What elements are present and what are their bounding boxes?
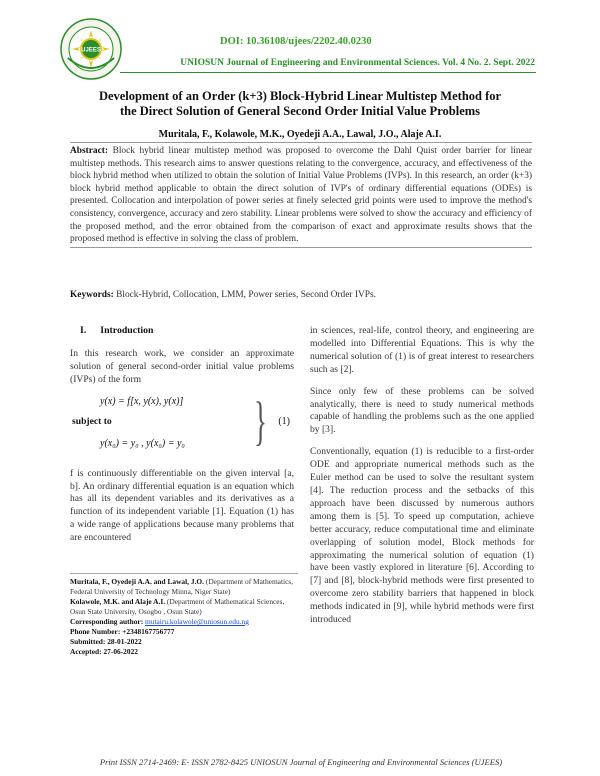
abstract <box>70 142 532 248</box>
affiliations <box>70 573 298 657</box>
intro-paragraph-2: f is continuously differentiable on the given interval [a, b]. An ordinary differential equation is an equation which has all its dependent variables and its derivatives as a function of its independent variable [1]. Equation (1) has a wide range of applications because many problems that are encountered <box>70 467 294 544</box>
section-title: Introduction <box>100 325 154 336</box>
accepted-value: 27-06-2022 <box>103 647 138 656</box>
equation-line-1: y(x) = f[x, y(x), y(x)] <box>100 395 184 407</box>
affiliation-2-names: Kolawole, M.K. and Alaje A.I. <box>70 597 166 606</box>
svg-text:UJEES: UJEES <box>81 47 101 54</box>
equation-subject-to: subject to <box>72 415 112 427</box>
section-number: I. <box>80 325 87 336</box>
intro-paragraph-4: Since only few of these problems can be solved analytically, there is need to study numerical methods capable of handling the problems such as the one applied by [3]. <box>310 385 534 436</box>
doi-line[interactable]: DOI: 10.36108/ujees/2202.40.0230 <box>220 36 372 47</box>
equation-number: (1) <box>278 415 290 427</box>
keywords-text: Block-Hybrid, Collocation, LMM, Power series, Second Order IVPs. <box>116 290 376 300</box>
journal-logo <box>60 18 122 80</box>
journal-citation: UNIOSUN Journal of Engineering and Environmental Sciences. Vol. 4 No. 2. Sept. 2022 <box>180 58 535 68</box>
header-divider <box>120 72 536 73</box>
author-list: Muritala, F., Kolawole, M.K., Oyedeji A.A., Lawal, J.O., Alaje A.I. <box>158 129 442 140</box>
title-line-2: the Direct Solution of General Second Order Initial Value Problems <box>119 104 481 118</box>
left-column <box>70 325 294 554</box>
accepted-label: Accepted: <box>70 647 102 656</box>
submitted-date <box>70 637 298 647</box>
equation-line-2: y(x₀) = y₀ , y(x₀) = y₀ <box>100 437 185 449</box>
section-heading-introduction <box>80 325 294 338</box>
affiliation-2 <box>70 597 298 617</box>
affiliation-1 <box>70 577 298 597</box>
equation-1 <box>70 390 294 460</box>
keywords-label: Keywords: <box>70 290 114 300</box>
submitted-value: 28-01-2022 <box>107 637 142 646</box>
intro-paragraph-1: In this research work, we consider an approximate solution of general second-order initial value problems (IVPs) of the form <box>70 347 294 385</box>
logo-emblem-icon <box>60 18 122 80</box>
intro-paragraph-3: in sciences, real-life, control theory, and engineering are modelled into Differential Equations. This is why the numerical solution of (1) is of great interest to researchers such as [2]. <box>310 325 534 375</box>
phone-label: Phone Number: <box>70 627 121 636</box>
submitted-label: Submitted: <box>70 637 106 646</box>
accepted-date <box>70 647 298 657</box>
affiliation-2-dept: (Department of Mathematical Sciences, Osun State University, Osogbo , Osun State) <box>70 597 285 616</box>
phone-value: +2348167756777 <box>122 627 175 636</box>
corresponding-label: Corresponding author: <box>70 617 144 626</box>
page-footer: Print ISSN 2714-2469: E- ISSN 2782-8425 UNIOSUN Journal of Engineering and Environmental Sciences (UJEES) <box>99 757 503 767</box>
abstract-text: Block hybrid linear multistep method was proposed to overcome the Dahl Quist order barrier for linear multistep methods. This research aims to answer questions relating to the convergence, accuracy, and effectiveness of the block hybrid method when utilized to obtain the solution of Initial Value Problems (IVPs). In this research, an order (k+3) block hybrid method applicable to obtain the direct solution of IVP's of ordinary differential equations (ODEs) is presented. Collocation and interpolation of power series at finely selected grid points were used to improve the method's consistency, convergence, accuracy and zero stability. Linear problems were solved to show the accuracy and efficiency of the proposed method, and the error obtained from the comparison of exact and approximate results shows that the proposed method is effective in solving the class of problem. <box>70 146 533 245</box>
affiliation-1-names: Muritala, F., Oyedeji A.A. and Lawal, J.O. <box>70 577 204 586</box>
paper-title <box>70 89 530 119</box>
title-line-1: Development of an Order (k+3) Block-Hybrid Linear Multistep Method for <box>98 89 502 103</box>
keywords <box>70 290 532 300</box>
corresponding-author <box>70 617 298 627</box>
phone-number <box>70 627 298 637</box>
corresponding-email-link[interactable]: mutairu.kolawole@uniosun.edu.ng <box>145 617 249 626</box>
right-brace-icon: } <box>254 390 267 451</box>
abstract-label: Abstract: <box>70 146 109 156</box>
right-column <box>310 325 534 636</box>
affiliation-1-dept: (Department of Mathematics, Federal University of Technology Minna, Niger State) <box>70 577 294 596</box>
intro-paragraph-5: Conventionally, equation (1) is reducible to a first-order ODE and appropriate numerical methods such as the Euler method can be used to solve the resultant system [4]. The reduction process and the setbacks of this approach have been discussed by numerous authors among them is [5]. To speed up computation, achieve better accuracy, reduce computational time and eliminate overlapping of solution model, Block methods for approximating the numerical solution of equation (1) have been vastly explored in literature [6]. According to [7] and [8], block-hybrid methods were first presented to overcome zero stability barriers that happened in block methods indicated in [9], while hybrid methods were first introduced <box>310 446 534 626</box>
